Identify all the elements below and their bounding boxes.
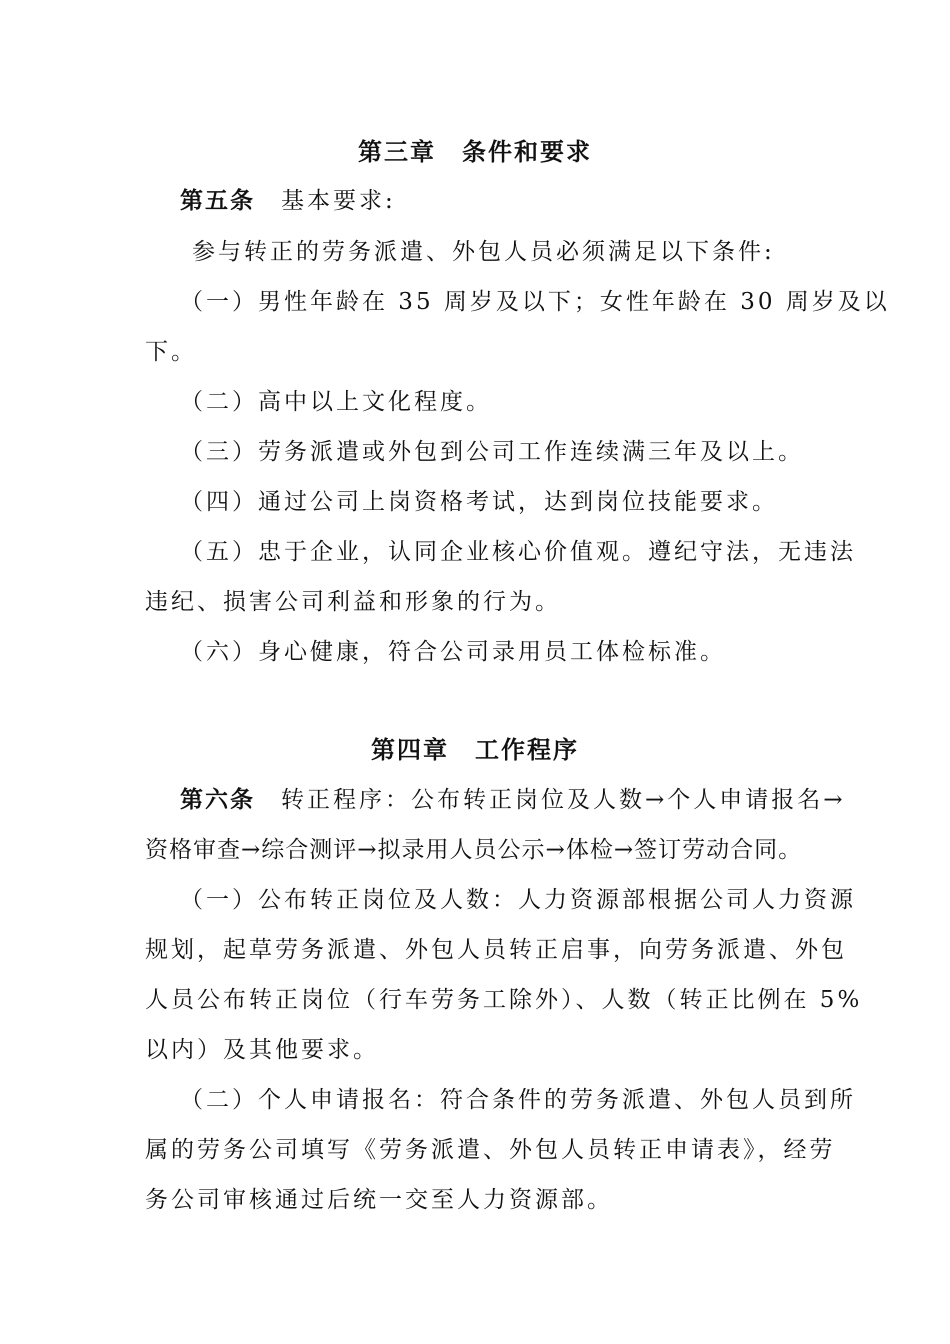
step-1-cont-b: 人员公布转正岗位（行车劳务工除外）、人数（转正比例在 5% [145, 987, 863, 1013]
article-6-text: 转正程序：公布转正岗位及人数→个人申请报名→ [281, 787, 846, 813]
article-6-label: 第六条 [180, 787, 255, 813]
chapter-3-title: 第三章 条件和要求 [358, 138, 592, 166]
step-1-cont-c: 以内）及其他要求。 [145, 1037, 379, 1063]
condition-6: （六）身心健康，符合公司录用员工体检标准。 [180, 639, 726, 665]
step-2-cont-b: 务公司审核通过后统一交至人力资源部。 [145, 1187, 613, 1213]
condition-3: （三）劳务派遣或外包到公司工作连续满三年及以上。 [180, 439, 804, 465]
article-5-label: 第五条 [180, 188, 255, 214]
step-1-cont-a: 规划，起草劳务派遣、外包人员转正启事，向劳务派遣、外包 [145, 937, 847, 963]
article-6-text-cont: 资格审查→综合测评→拟录用人员公示→体检→签订劳动合同。 [145, 837, 803, 863]
step-2: （二）个人申请报名：符合条件的劳务派遣、外包人员到所 [180, 1087, 856, 1113]
condition-1-cont: 下。 [145, 339, 197, 365]
condition-2: （二）高中以上文化程度。 [180, 389, 492, 415]
condition-5-cont: 违纪、损害公司利益和形象的行为。 [145, 589, 561, 615]
condition-1: （一）男性年龄在 35 周岁及以下；女性年龄在 30 周岁及以 [180, 289, 890, 315]
condition-5: （五）忠于企业，认同企业核心价值观。遵纪守法，无违法 [180, 539, 856, 565]
article-5-line [180, 185, 845, 217]
step-2-cont-a: 属的劳务公司填写《劳务派遣、外包人员转正申请表》，经劳 [145, 1137, 836, 1163]
chapter-4-title: 第四章 工作程序 [371, 736, 579, 764]
article-5-intro: 参与转正的劳务派遣、外包人员必须满足以下条件: [192, 239, 775, 265]
article-6-line [180, 784, 845, 816]
step-1: （一）公布转正岗位及人数：人力资源部根据公司人力资源 [180, 887, 856, 913]
condition-4: （四）通过公司上岗资格考试，达到岗位技能要求。 [180, 489, 778, 515]
article-5-heading: 基本要求: [281, 188, 396, 214]
